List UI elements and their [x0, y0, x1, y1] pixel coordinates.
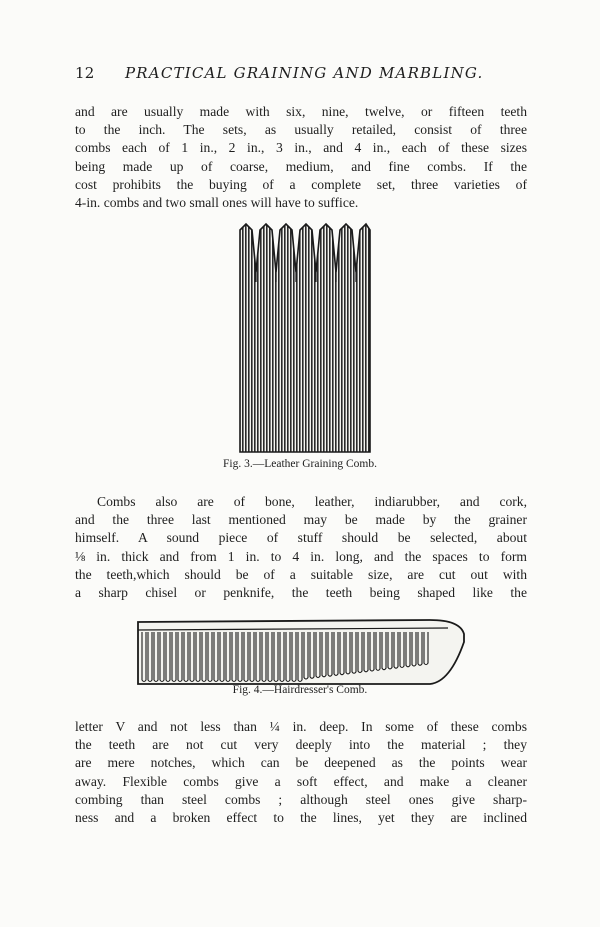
text-line: the teeth,which should be of a suitable size, are cut out with — [75, 566, 527, 582]
text-line: to the inch. The sets, as usually retailed, consist of three — [75, 122, 527, 138]
text-line: cost prohibits the buying of a complete set, three varieties of — [75, 176, 527, 192]
running-title: PRACTICAL GRAINING AND MARBLING. — [125, 64, 484, 82]
text-line: combs each of 1 in., 2 in., 3 in., and 4 in., each of these sizes — [75, 140, 527, 156]
text-line: ⅛ in. thick and from 1 in. to 4 in. long, and the spaces to form — [75, 548, 527, 564]
text-line: 4-in. combs and two small ones will have to suffice. — [75, 195, 359, 211]
text-line: ness and a broken effect to the lines, yet they are inclined — [75, 810, 527, 826]
paragraph-1 — [75, 103, 527, 212]
figure-3-caption: Fig. 3.—Leather Graining Comb. — [223, 458, 377, 470]
paragraph-3 — [75, 718, 527, 827]
page-number: 12 — [75, 64, 95, 82]
text-line: are mere notches, which can be deepened as the points wear — [75, 755, 527, 771]
text-line: letter V and not less than ¼ in. deep. In some of these combs — [75, 719, 527, 734]
leather-graining-comb-illustration — [236, 222, 372, 454]
text-line: the teeth are not cut very deeply into the material ; they — [75, 737, 527, 753]
text-line: Combs also are of bone, leather, indiarubber, and cork, — [97, 494, 527, 509]
text-line: and are usually made with six, nine, twelve, or fifteen teeth — [75, 104, 527, 119]
text-line: combing than steel combs ; although steel ones give sharp- — [75, 791, 527, 807]
paragraph-2 — [75, 493, 527, 602]
hairdressers-comb-illustration — [130, 612, 470, 690]
text-line: away. Flexible combs give a soft effect, and make a cleaner — [75, 773, 527, 789]
text-line: a sharp chisel or penknife, the teeth being shaped like the — [75, 585, 527, 601]
text-line: himself. A sound piece of stuff should be selected, about — [75, 530, 527, 546]
text-line: and the three last mentioned may be made by the grainer — [75, 512, 527, 528]
text-line: being made up of coarse, medium, and fine combs. If the — [75, 158, 527, 174]
figure-4-caption: Fig. 4.—Hairdresser's Comb. — [232, 684, 368, 696]
